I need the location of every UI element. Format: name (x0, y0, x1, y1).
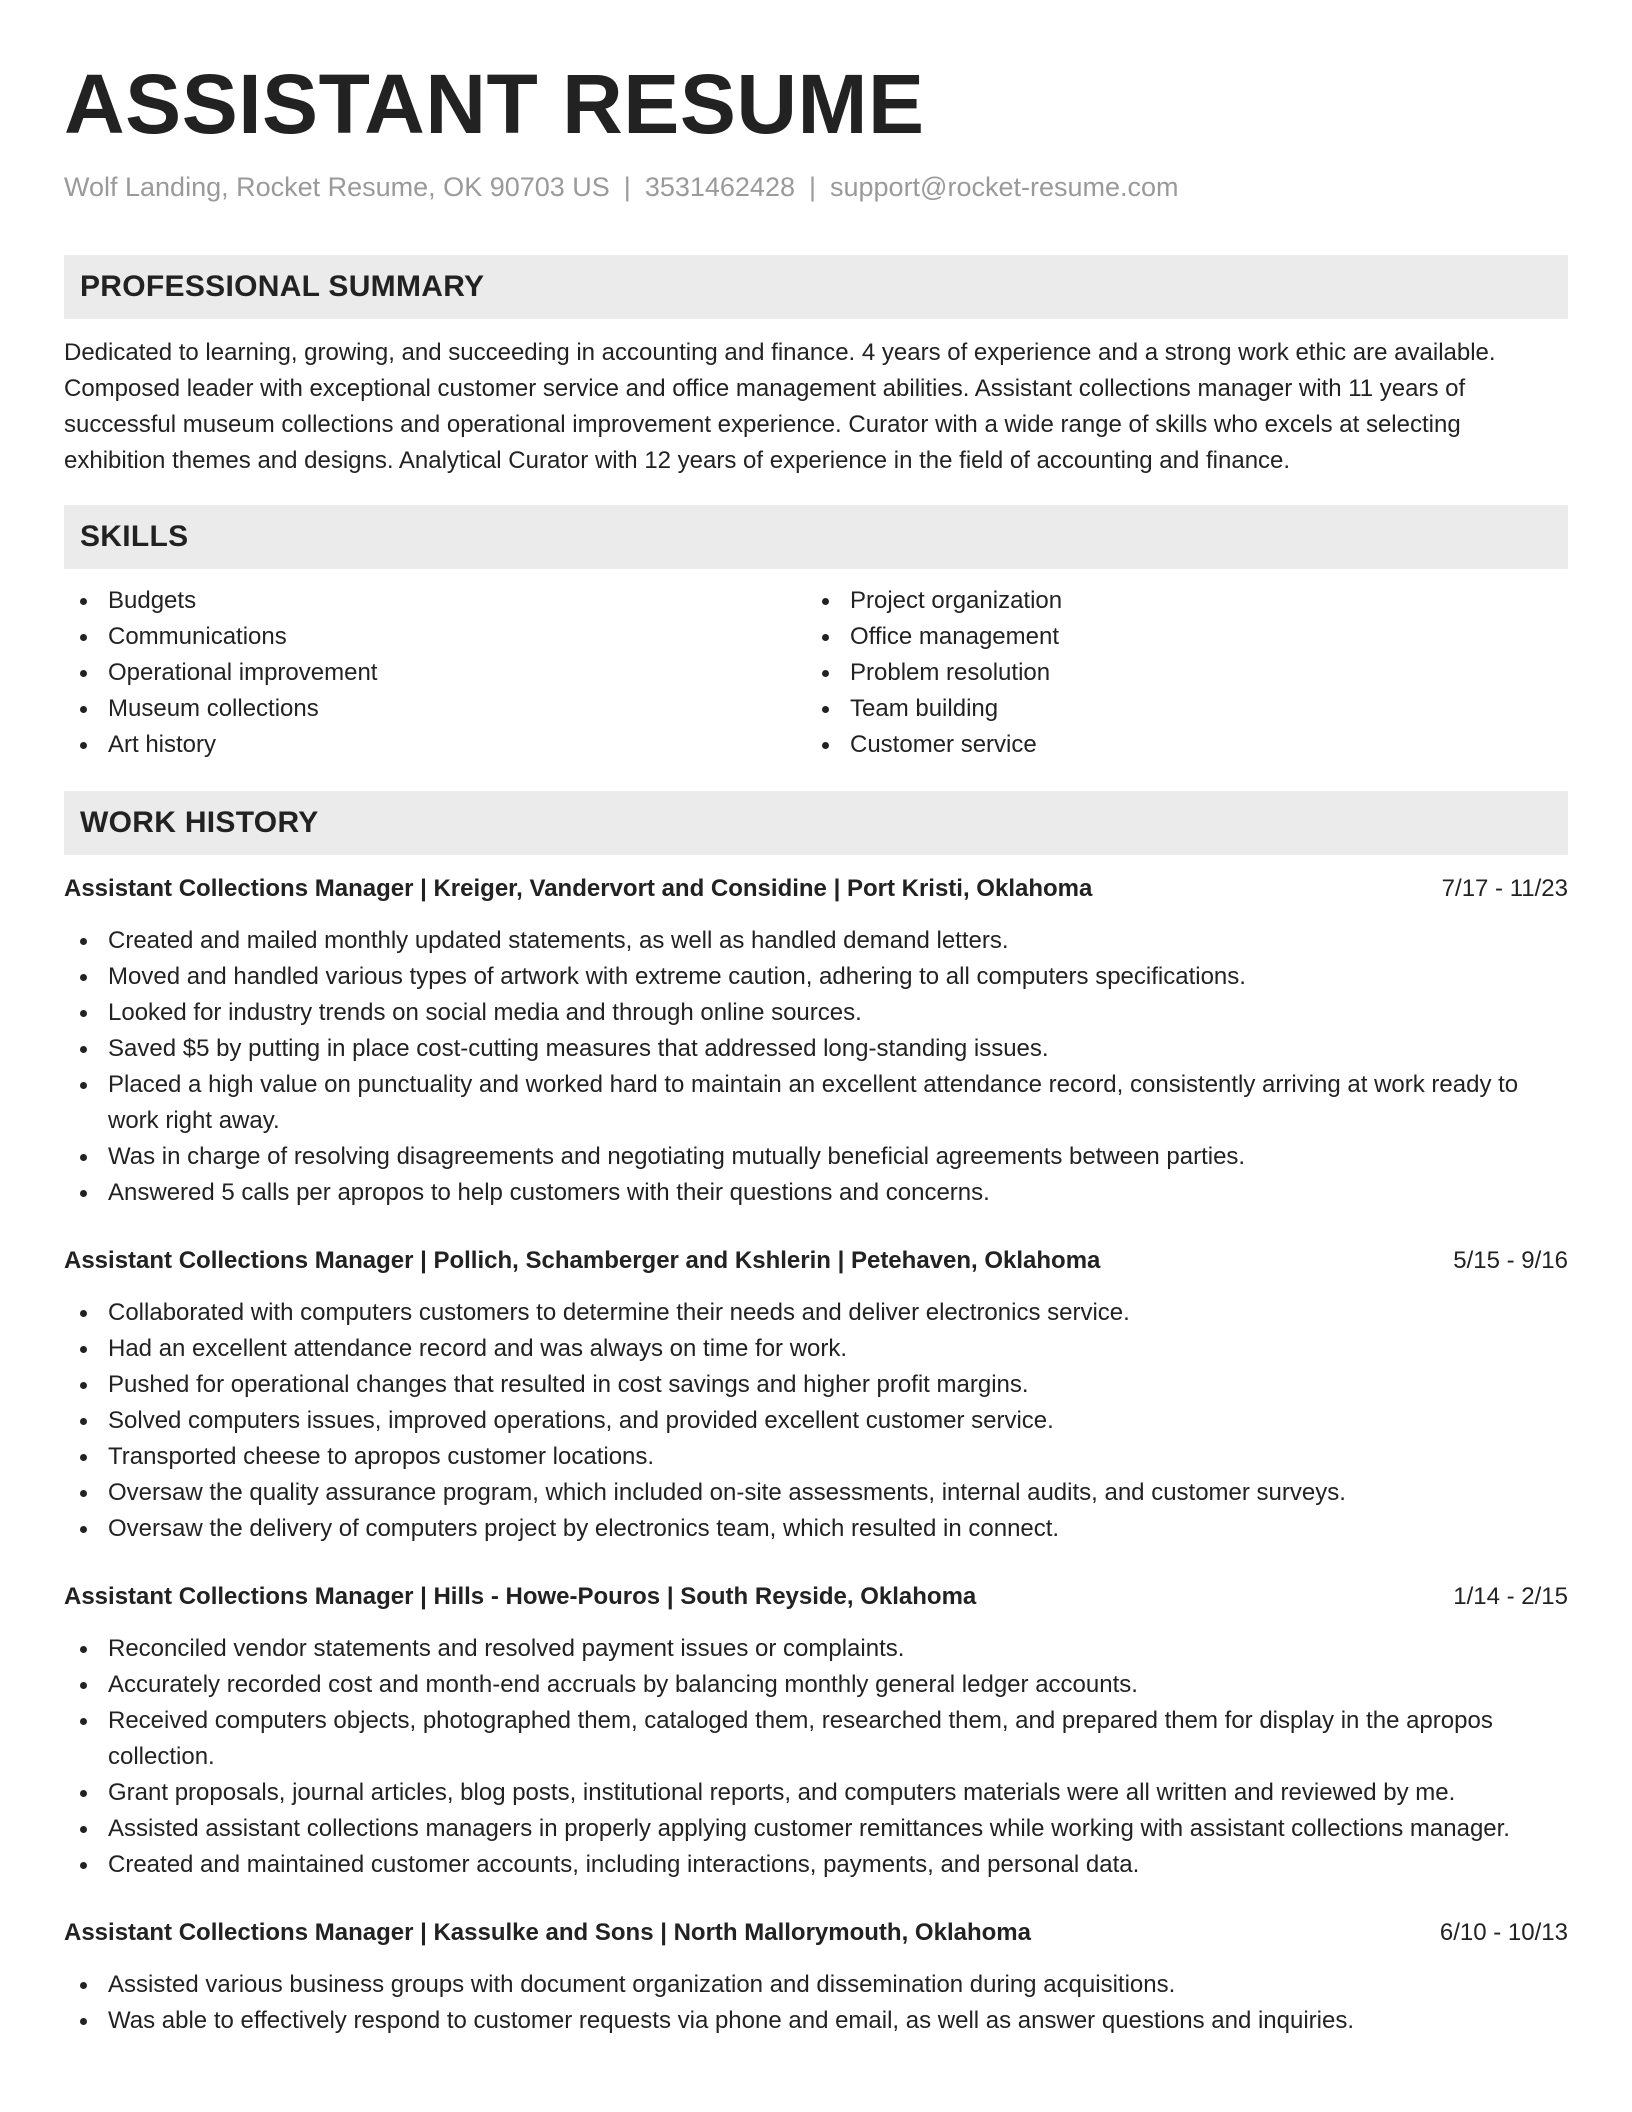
section-heading-skills: SKILLS (64, 505, 1568, 569)
job-entry (64, 1579, 1568, 1883)
skill-item: Operational improvement (64, 655, 806, 691)
job-bullet: Transported cheese to apropos customer locations. (64, 1439, 1568, 1475)
job-dates: 1/14 - 2/15 (1453, 1583, 1568, 1610)
job-header (64, 1579, 1568, 1615)
job-bullets (64, 1295, 1568, 1547)
job-title: Assistant Collections Manager | Hills - Howe-Pouros | South Reyside, Oklahoma (64, 1583, 977, 1610)
skill-item: Budgets (64, 583, 806, 619)
summary-text: Dedicated to learning, growing, and succeeding in accounting and finance. 4 years of experience and a strong work ethic are available. Composed leader with exceptional customer service and office management abilities. Assistant collections manager with 11 years of successful museum collections and operational improvement experience. Curator with a wide range of skills who excels at selecting exhibition themes and designs. Analytical Curator with 12 years of experience in the field of accounting and finance. (64, 339, 1496, 474)
contact-separator: | (623, 172, 631, 202)
job-bullet: Answered 5 calls per apropos to help customers with their questions and concerns. (64, 1175, 1568, 1211)
job-bullet: Grant proposals, journal articles, blog posts, institutional reports, and computers materials were all written and reviewed by me. (64, 1775, 1568, 1811)
job-entry (64, 1243, 1568, 1547)
section-heading-summary: PROFESSIONAL SUMMARY (64, 255, 1568, 319)
skill-item: Problem resolution (806, 655, 1548, 691)
job-bullets (64, 1631, 1568, 1883)
job-bullet: Pushed for operational changes that resulted in cost savings and higher profit margins. (64, 1367, 1568, 1403)
job-bullet: Saved $5 by putting in place cost-cutting measures that addressed long-standing issues. (64, 1031, 1568, 1067)
section-heading-work-history: WORK HISTORY (64, 791, 1568, 855)
skill-item: Team building (806, 691, 1548, 727)
skills-list (64, 583, 1568, 763)
skill-item: Museum collections (64, 691, 806, 727)
contact-email: support@rocket-resume.com (830, 172, 1179, 202)
job-bullet: Accurately recorded cost and month-end accruals by balancing monthly general ledger accounts. (64, 1667, 1568, 1703)
job-header (64, 1243, 1568, 1279)
job-header (64, 1915, 1568, 1951)
job-bullet: Created and mailed monthly updated statements, as well as handled demand letters. (64, 923, 1568, 959)
job-bullet: Assisted assistant collections managers in properly applying customer remittances while working with assistant collections manager. (64, 1811, 1568, 1847)
job-bullets (64, 923, 1568, 1211)
job-entry (64, 871, 1568, 1211)
job-bullets (64, 1967, 1568, 2039)
job-bullet: Looked for industry trends on social media and through online sources. (64, 995, 1568, 1031)
job-dates: 7/17 - 11/23 (1441, 875, 1568, 902)
job-bullet: Oversaw the quality assurance program, which included on-site assessments, internal audits, and customer surveys. (64, 1475, 1568, 1511)
job-bullet: Collaborated with computers customers to determine their needs and deliver electronics service. (64, 1295, 1568, 1331)
job-bullet: Created and maintained customer accounts, including interactions, payments, and personal data. (64, 1847, 1568, 1883)
job-bullet: Solved computers issues, improved operations, and provided excellent customer service. (64, 1403, 1568, 1439)
job-bullet: Moved and handled various types of artwork with extreme caution, adhering to all computers specifications. (64, 959, 1568, 995)
job-bullet: Was in charge of resolving disagreements and negotiating mutually beneficial agreements between parties. (64, 1139, 1568, 1175)
job-header (64, 871, 1568, 907)
skill-item: Customer service (806, 727, 1548, 763)
job-title: Assistant Collections Manager | Kassulke and Sons | North Mallorymouth, Oklahoma (64, 1919, 1031, 1946)
job-bullet: Was able to effectively respond to customer requests via phone and email, as well as answer questions and inquiries. (64, 2003, 1568, 2039)
contact-phone: 3531462428 (644, 172, 795, 202)
job-title: Assistant Collections Manager | Pollich, Schamberger and Kshlerin | Petehaven, Oklahoma (64, 1247, 1101, 1274)
contact-separator: | (808, 172, 816, 202)
job-dates: 6/10 - 10/13 (1439, 1919, 1568, 1946)
skill-item: Project organization (806, 583, 1548, 619)
job-bullet: Had an excellent attendance record and was always on time for work. (64, 1331, 1568, 1367)
job-bullet: Received computers objects, photographed them, cataloged them, researched them, and prepared them for display in the apropos collection. (64, 1703, 1568, 1775)
job-title: Assistant Collections Manager | Kreiger, Vandervort and Considine | Port Kristi, Oklahoma (64, 875, 1093, 902)
job-bullet: Oversaw the delivery of computers project by electronics team, which resulted in connect. (64, 1511, 1568, 1547)
job-bullet: Placed a high value on punctuality and worked hard to maintain an excellent attendance record, consistently arriving at work ready to work right away. (64, 1067, 1568, 1139)
resume-title: ASSISTANT RESUME (64, 57, 925, 151)
skill-item: Art history (64, 727, 806, 763)
skill-item: Communications (64, 619, 806, 655)
job-entry (64, 1915, 1568, 2039)
contact-line (64, 170, 1568, 204)
job-dates: 5/15 - 9/16 (1453, 1247, 1568, 1274)
contact-address: Wolf Landing, Rocket Resume, OK 90703 US (64, 172, 610, 202)
skills-column-left (64, 583, 806, 763)
job-bullet: Reconciled vendor statements and resolved payment issues or complaints. (64, 1631, 1568, 1667)
skill-item: Office management (806, 619, 1548, 655)
job-bullet: Assisted various business groups with document organization and dissemination during acquisitions. (64, 1967, 1568, 2003)
skills-column-right (806, 583, 1548, 763)
